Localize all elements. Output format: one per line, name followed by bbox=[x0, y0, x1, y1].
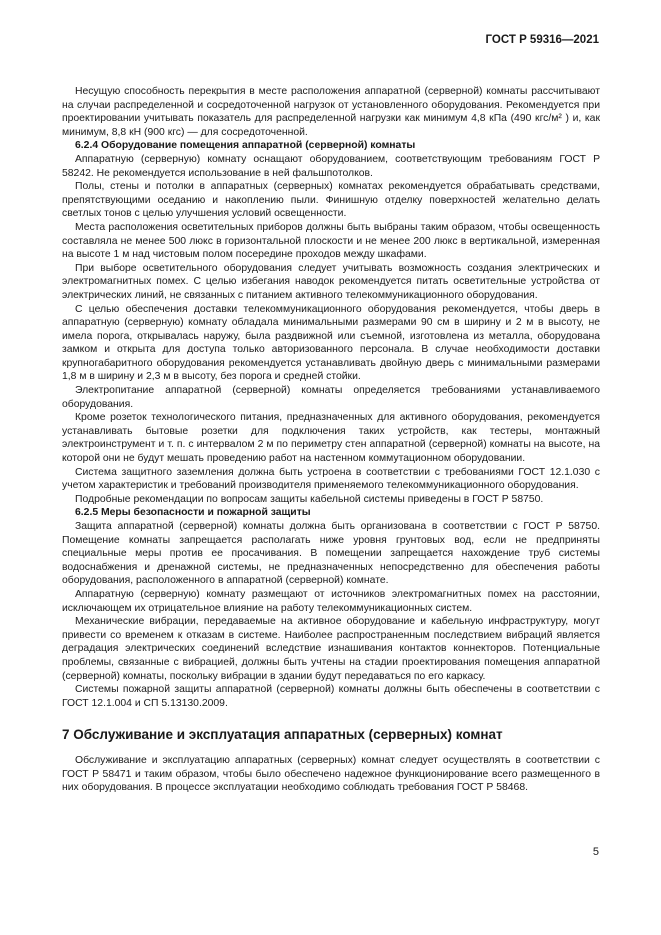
paragraph: Обслуживание и эксплуатацию аппаратных (серверных) комнат следует осуществлять в соответствии с ГОСТ Р 58471 и таким образом, чтобы было обеспечено надежное функционирование всего размещенного в них оборудования. В процессе эксплуатации необходимо соблюдать требования ГОСТ Р 58468. bbox=[62, 754, 600, 794]
paragraph: Аппаратную (серверную) комнату оснащают оборудованием, соответствующим требованиям ГОСТ Р 58242. Не рекомендуется использование в ней фальшпотолков. bbox=[62, 153, 600, 179]
paragraph: Полы, стены и потолки в аппаратных (серверных) комнатах рекомендуется обрабатывать средствами, препятствующими оседанию и накоплению пыли. Финишную отделку поверхностей желательно делать светлых тонов с целью улучшения условий освещенности. bbox=[62, 181, 600, 220]
paragraph: Механические вибрации, передаваемые на активное оборудование и кабельную инфраструктуру, могут привести со временем к отказам в системе. Наиболее распространенным последствием вибраций является деградация электрических соединений вследствие изнашивания контактов коннекторов. Потенциальные проблемы, связанные с вибрацией, должны быть учтены на стадии проектирования помещения аппаратной (серверной) комнаты, поскольку вибрации в здании будут передаваться по его каркасу. bbox=[62, 616, 600, 682]
paragraph: При выборе осветительного оборудования следует учитывать возможность создания электрических и электромагнитных помех. С целью избегания наводок рекомендуется питать осветительные устройства от электрических линий, не связанных с питанием активного телекоммуникационного оборудования. bbox=[62, 262, 600, 301]
page-number: 5 bbox=[592, 846, 599, 858]
section-heading: 7 Обслуживание и эксплуатация аппаратных (серверных) комнат bbox=[62, 727, 503, 743]
paragraph: С целью обеспечения доставки телекоммуникационного оборудования рекомендуется, чтобы дверь в аппаратную (серверную) комнату обладала минимальными размерами 90 см в ширину и 2 м в высоту, не имела порога, открывалась наружу, была раздвижной или съемной, изготовлена из металла, оборудована замком и открыта для доступа только авторизованного персонала. В случае необходимости доставки крупногабаритного оборудования рекомендуется устанавливать двойную дверь с минимальными размерами 1,8 м в ширину и 2,3 м в высоту, без порога и средней стойки. bbox=[62, 303, 600, 383]
document-id-header: ГОСТ Р 59316—2021 bbox=[485, 34, 599, 46]
paragraph: Несущую способность перекрытия в месте расположения аппаратной (серверной) комнаты рассчитывают на случаи распределенной и сосредоточенной нагрузок от установленного оборудования. Рекомендуется при проектировании учитывать показатель для распределенной нагрузки как минимум 4,8 кПа (490 кгс/м² ) и, как минимум, 8,8 кН (900 кгс) — для сосредоточенной. bbox=[62, 86, 600, 138]
paragraph: Кроме розеток технологического питания, предназначенных для активного оборудования, рекомендуется устанавливать бытовые розетки для подключения таких устройств, как тестеры, монтажный электроинструмент и т. п. с интервалом 2 м по периметру стен аппаратной (серверной) комнаты на высоте, на которой они не будут мешать проведению работ на настенном коммутационном оборудовании. bbox=[62, 412, 600, 465]
document-body bbox=[62, 85, 600, 795]
paragraph: Аппаратную (серверную) комнату размещают от источников электромагнитных помех на расстоянии, исключающем их отрицательное влияние на работу телекоммуникационных систем. bbox=[62, 588, 600, 614]
subsection-heading: 6.2.5 Меры безопасности и пожарной защиты bbox=[75, 507, 311, 519]
paragraph: Системы пожарной защиты аппаратной (серверной) комнаты должны быть обеспечены в соответствии с ГОСТ 12.1.004 и СП 5.13130.2009. bbox=[62, 684, 600, 709]
paragraph: Электропитание аппаратной (серверной) комнаты определяется требованиями устанавливаемого оборудования. bbox=[62, 385, 600, 410]
paragraph: Система защитного заземления должна быть устроена в соответствии с требованиями ГОСТ 12.1.030 с учетом характеристик и требований производителя применяемого телекоммуникационного оборудования. bbox=[62, 466, 600, 492]
subsection-heading: 6.2.4 Оборудование помещения аппаратной (серверной) комнаты bbox=[75, 140, 416, 152]
paragraph: Подробные рекомендации по вопросам защиты кабельной системы приведены в ГОСТ Р 58750. bbox=[75, 493, 544, 505]
paragraph: Защита аппаратной (серверной) комнаты должна быть организована в соответствии с ГОСТ Р 58750. Помещение комнаты запрещается располагать ниже уровня грунтовых вод, если не предприняты специальные меры против ее просачивания. В помещении запрещается нахождение труб системы водоснабжения и дренажной системы, не предназначенных непосредственно для обеспечения работы оборудования, расположенного в аппаратной (серверной) комнате. bbox=[62, 521, 600, 587]
paragraph: Места расположения осветительных приборов должны быть выбраны таким образом, чтобы освещенность составляла не менее 500 люкс в горизонтальной плоскости и не менее 200 люкс в вертикальной, измеренная на высоте 1 м над чистовым полом посередине проходов между шкафами. bbox=[62, 221, 600, 261]
